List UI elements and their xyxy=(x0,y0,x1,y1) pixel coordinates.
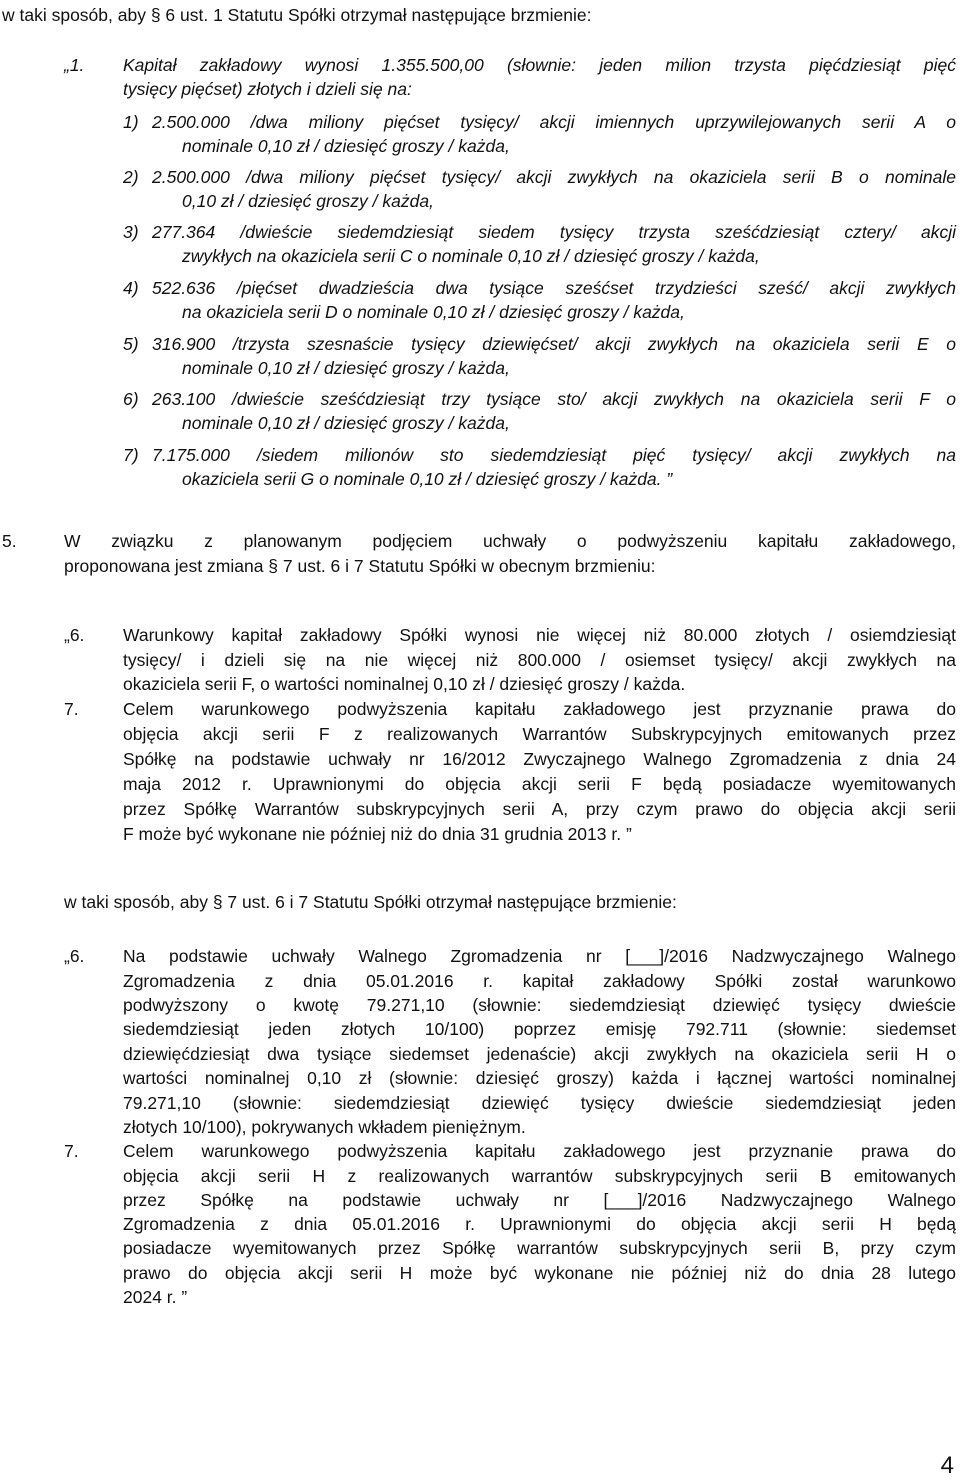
share-item-line: 263.100 /dwieście sześćdziesiąt trzy tysiące sto/ akcji zwykłych na okaziciela serii F o xyxy=(152,389,956,409)
share-item-line: 522.636 /pięćset dwadzieścia dwa tysiące sześćset trzydzieści sześć/ akcji zwykłych xyxy=(152,278,956,298)
share-item-line: na okaziciela serii D o nominale 0,10 zł / dziesięć groszy / każda, xyxy=(182,302,685,322)
proposed-paragraph-6-number: „6. xyxy=(64,946,85,966)
current-paragraph-7-line: F może być wykonane nie później niż do dnia 31 grudnia 2013 r. ” xyxy=(123,824,632,844)
section-1-line: tysięcy pięćset) złotych i dzieli się na: xyxy=(123,79,412,99)
proposed-paragraph-7-line: Zgromadzenia z dnia 05.01.2016 r. Uprawnionymi do objęcia akcji serii H będą xyxy=(123,1214,956,1234)
intro-paragraph-2: w taki sposób, aby § 7 ust. 6 i 7 Statutu Spółki otrzymał następujące brzmienie: xyxy=(64,892,677,912)
current-paragraph-7-line: objęcia akcji serii F z realizowanych Warrantów Subskrypcyjnych emitowanych przez xyxy=(123,724,956,744)
current-paragraph-7-line: maja 2012 r. Uprawnionymi do objęcia akcji serii F będą posiadacze wyemitowanych xyxy=(123,774,956,794)
share-item-number: 1) xyxy=(123,112,139,132)
current-paragraph-7-line: przez Spółkę Warrantów subskrypcyjnych serii A, przy czym prawo do objęcia akcji serii xyxy=(123,799,956,819)
section-1-number: „1. xyxy=(64,55,85,75)
proposed-paragraph-7-line: posiadacze wyemitowanych przez Spółkę warrantów subskrypcyjnych serii B, przy czym xyxy=(123,1238,956,1258)
share-item-line: nominale 0,10 zł / dziesięć groszy / każda, xyxy=(182,358,510,378)
share-item-line: nominale 0,10 zł / dziesięć groszy / każda, xyxy=(182,136,510,156)
proposed-paragraph-7-line: Celem warunkowego podwyższenia kapitału zakładowego jest przyznanie prawa do xyxy=(123,1141,956,1161)
share-item-number: 4) xyxy=(123,278,139,298)
share-item-line: zwykłych na okaziciela serii C o nominale 0,10 zł / dziesięć groszy / każda, xyxy=(182,246,760,266)
share-item-line: 7.175.000 /siedem milionów sto siedemdziesiąt pięć tysięcy/ akcji zwykłych na xyxy=(152,445,956,465)
share-item-number: 6) xyxy=(123,389,139,409)
proposed-paragraph-7-line: przez Spółkę na podstawie uchwały nr [___]/2016 Nadzwyczajnego Walnego xyxy=(123,1190,956,1210)
share-item-line: 2.500.000 /dwa miliony pięćset tysięcy/ akcji imiennych uprzywilejowanych serii A o xyxy=(152,112,956,132)
proposed-paragraph-6-line: wartości nominalnej 0,10 zł (słownie: dziesięć groszy) każda i łącznej wartości nominalnej xyxy=(123,1068,956,1088)
current-paragraph-7-number: 7. xyxy=(64,699,79,719)
proposed-paragraph-6-line: podwyższony o kwotę 79.271,10 (słownie: siedemdziesiąt dziewięć tysięcy dwieście xyxy=(123,995,956,1015)
proposed-paragraph-7-number: 7. xyxy=(64,1141,79,1161)
point-5-line: proponowana jest zmiana § 7 ust. 6 i 7 Statutu Spółki w obecnym brzmieniu: xyxy=(64,556,656,576)
share-item-number: 7) xyxy=(123,445,139,465)
share-item-line: 277.364 /dwieście siedemdziesiąt siedem tysięcy trzysta sześćdziesiąt cztery/ akcji xyxy=(152,222,956,242)
current-paragraph-6-line: okaziciela serii F, o wartości nominalnej 0,10 zł / dziesięć groszy / każda. xyxy=(123,674,686,694)
share-item-line: okaziciela serii G o nominale 0,10 zł / dziesięć groszy / każda. ” xyxy=(182,469,673,489)
share-item-number: 2) xyxy=(123,167,139,187)
share-item-number: 5) xyxy=(123,334,139,354)
proposed-paragraph-6-line: Na podstawie uchwały Walnego Zgromadzenia nr [___]/2016 Nadzwyczajnego Walnego xyxy=(123,946,956,966)
share-item-line: 316.900 /trzysta szesnaście tysięcy dziewięćset/ akcji zwykłych na okaziciela serii E o xyxy=(152,334,956,354)
intro-paragraph-1: w taki sposób, aby § 6 ust. 1 Statutu Spółki otrzymał następujące brzmienie: xyxy=(2,5,592,25)
share-item-line: 2.500.000 /dwa miliony pięćset tysięcy/ akcji zwykłych na okaziciela serii B o nominale xyxy=(152,167,956,187)
page-number: 4 xyxy=(940,1452,954,1479)
current-paragraph-7-line: Celem warunkowego podwyższenia kapitału zakładowego jest przyznanie prawa do xyxy=(123,699,956,719)
proposed-paragraph-6-line: 79.271,10 (słownie: siedemdziesiąt dziewięć tysięcy dwieście siedemdziesiąt jeden xyxy=(123,1093,956,1113)
current-paragraph-7-line: Spółkę na podstawie uchwały nr 16/2012 Zwyczajnego Walnego Zgromadzenia z dnia 24 xyxy=(123,749,956,769)
proposed-paragraph-6-line: Zgromadzenia z dnia 05.01.2016 r. kapitał zakładowy Spółki został warunkowo xyxy=(123,971,956,991)
share-item-line: nominale 0,10 zł / dziesięć groszy / każda, xyxy=(182,413,510,433)
proposed-paragraph-7-line: 2024 r. ” xyxy=(123,1287,188,1307)
current-paragraph-6-number: „6. xyxy=(64,625,85,645)
current-paragraph-6-line: Warunkowy kapitał zakładowy Spółki wynosi nie więcej niż 80.000 złotych / osiemdziesiąt xyxy=(123,625,956,645)
proposed-paragraph-7-line: prawo do objęcia akcji serii H może być wykonane nie później niż do dnia 28 lutego xyxy=(123,1263,956,1283)
proposed-paragraph-6-line: siedemdziesiąt jeden złotych 10/100) poprzez emisję 792.711 (słownie: siedemset xyxy=(123,1019,956,1039)
proposed-paragraph-6-line: dziewięćdziesiąt dwa tysiące siedemset jedenaście) akcji zwykłych na okaziciela serii H o xyxy=(123,1044,956,1064)
proposed-paragraph-6-line: złotych 10/100), pokrywanych wkładem pieniężnym. xyxy=(123,1117,526,1137)
point-5-line: W związku z planowanym podjęciem uchwały o podwyższeniu kapitału zakładowego, xyxy=(64,531,956,551)
section-1-line: Kapitał zakładowy wynosi 1.355.500,00 (słownie: jeden milion trzysta pięćdziesiąt pięć xyxy=(123,55,956,75)
current-paragraph-6-line: tysięcy/ i dzieli się na nie więcej niż 800.000 / osiemset tysięcy/ akcji zwykłych na xyxy=(123,650,956,670)
share-item-number: 3) xyxy=(123,222,139,242)
proposed-paragraph-7-line: objęcia akcji serii H z realizowanych warrantów subskrypcyjnych serii B emitowanych xyxy=(123,1166,956,1186)
share-item-line: 0,10 zł / dziesięć groszy / każda, xyxy=(182,191,434,211)
point-5-number: 5. xyxy=(2,531,17,551)
